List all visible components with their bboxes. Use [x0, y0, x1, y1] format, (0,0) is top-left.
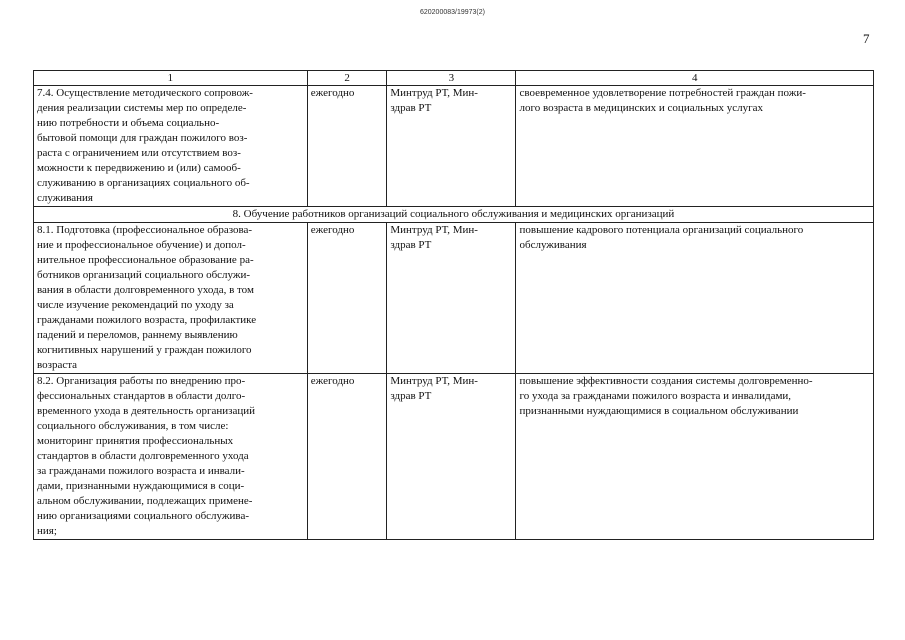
result-cell: повышение кадрового потенциала организаций социального обслуживания	[516, 223, 874, 374]
section-title: 8. Обучение работников организаций социального обслуживания и медицинских организаций	[34, 207, 874, 223]
header-col-3: 3	[387, 71, 516, 86]
executors-cell: Минтруд РТ, Мин- здрав РТ	[387, 374, 516, 540]
executors-cell: Минтруд РТ, Мин- здрав РТ	[387, 223, 516, 374]
table-row	[34, 223, 874, 374]
measure-text: 8.2. Организация работы по внедрению про- фессиональных стандартов в области долго- временного ухода в деятельность организаций социального обслуживания, в том числе: мониторинг принятия профессиональных стандартов в области долговременного ухода за гражданами пожилого возраста и инвали- дами, признанными нуждающимися в соци- альном обслуживании, подлежащих примене- нию организациями социального обслужива- ния;	[34, 374, 308, 540]
header-col-2: 2	[307, 71, 387, 86]
header-col-4: 4	[516, 71, 874, 86]
table-row	[34, 374, 874, 540]
table-header-row	[34, 71, 874, 86]
result-cell: своевременное удовлетворение потребностей граждан пожи- лого возраста в медицинских и социальных услугах	[516, 86, 874, 207]
measures-table	[33, 70, 874, 540]
period-cell: ежегодно	[307, 86, 387, 207]
period-cell: ежегодно	[307, 374, 387, 540]
table-row	[34, 86, 874, 207]
executors-cell: Минтруд РТ, Мин- здрав РТ	[387, 86, 516, 207]
result-cell: повышение эффективности создания системы долговременно- го ухода за гражданами пожилого возраста и инвалидами, признанными нуждающимися в социальном обслуживании	[516, 374, 874, 540]
measure-text: 8.1. Подготовка (профессиональное образова- ние и профессиональное обучение) и допол- нительное профессиональное образование ра- ботников организаций социального обслужи- вания в области долговременного ухода, в том числе изучение рекомендаций по уходу за гражданами пожилого возраста, профилактике падений и переломов, раннему выявлению когнитивных нарушений у граждан пожилого возраста	[34, 223, 308, 374]
section-heading-row	[34, 207, 874, 223]
document-code: 620200083/19973(2)	[419, 9, 485, 16]
page-number: 7	[863, 31, 870, 46]
period-cell: ежегодно	[307, 223, 387, 374]
header-col-1: 1	[34, 71, 308, 86]
measure-text: 7.4. Осуществление методического сопровож- дения реализации системы мер по определе- нию потребности и объема социально- бытовой помощи для граждан пожилого воз- раста с ограничением или отсутствием воз- можности к передвижению и (или) самооб- служиванию в организациях социального об- служивания	[34, 86, 308, 207]
